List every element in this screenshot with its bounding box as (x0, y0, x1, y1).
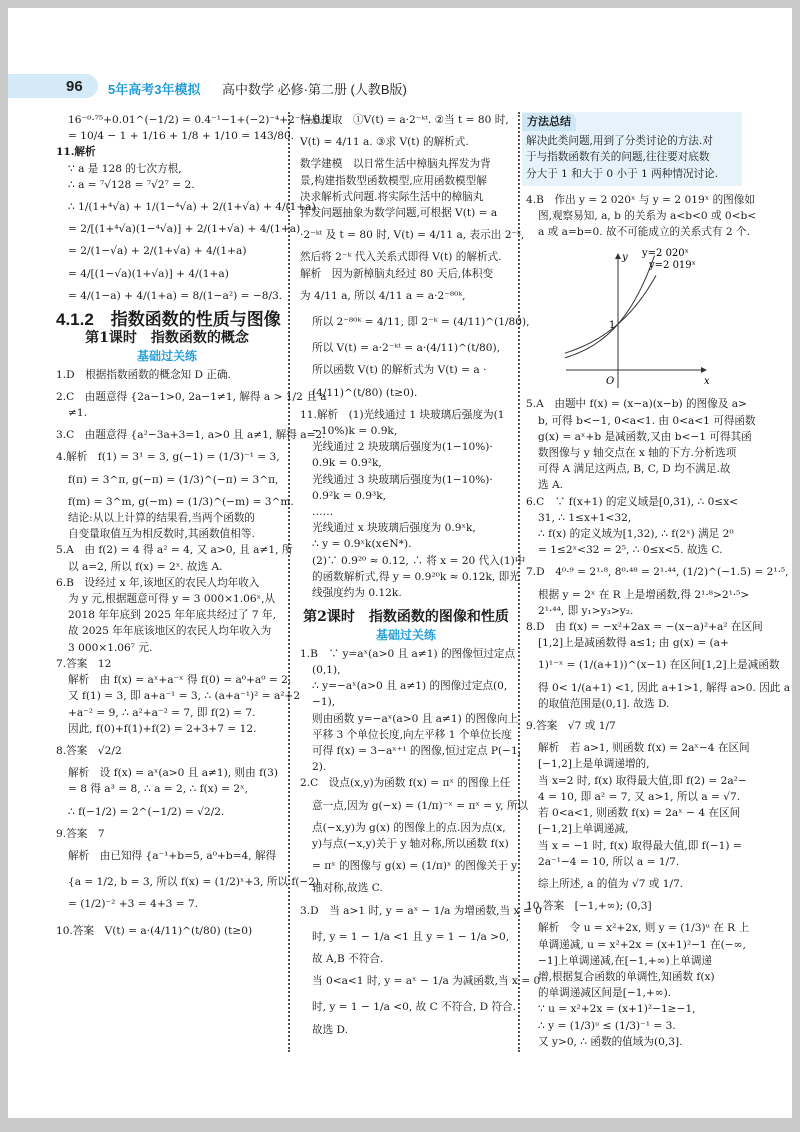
text-line: 解析 设 f(x) = aˣ(a>0 且 a≠1), 则由 f(3) (68, 767, 278, 780)
text-line: 当 x = −1 时, f(x) 取得最大值,即 f(−1) = (538, 839, 742, 852)
text-line: 2.C 设点(x,y)为函数 f(x) = πˣ 的图像上任 (300, 777, 511, 790)
method-summary-label: 方法总结 (522, 113, 576, 131)
series-brand: 5年高考3年模拟 (108, 82, 201, 97)
text-line: 为 4/11 a, 所以 4/11 a = a·2⁻⁸⁰ᵏ, (300, 289, 466, 302)
text-line: 平移 3 个单位长度,向左平移 1 个单位长度 (312, 728, 512, 741)
text-line: 时, y = 1 − 1/a <0, 故 C 不符合, D 符合. (312, 1001, 516, 1014)
text-line: 10.答案 [−1,+∞); (0,3] (526, 900, 652, 913)
text-line: 可得 A 满足这两点, B, C, D 均不满足.故 (538, 463, 731, 476)
text-line: 决求解析式问题.将实际生活中的樟脑丸 (300, 190, 484, 203)
text-line: 故 2025 年年底该地区的农民人均年收入为 (68, 625, 272, 638)
text-line: 0.9k = 0.9²k, (312, 457, 382, 470)
text-line: ≠1. (68, 407, 87, 420)
text-line: = 2/(1−√a) + 2/(1+√a) + 4/(1+a) (68, 245, 247, 258)
text-line: 信息提取 ①V(t) = a·2⁻ᵏᵗ. ②当 t = 80 时, (300, 114, 509, 126)
text-line: 景,构建指数型函数模型,应用函数模型解 (300, 174, 487, 187)
text-line: (4/11)^(t/80) (t≥0). (312, 386, 418, 399)
text-line: = 4/(1−a) + 4/(1+a) = 8/(1−a²) = −8/3. (68, 289, 283, 302)
text-line: 得 0< 1/(a+1) <1, 因此 a+1>1, 解得 a>0. 因此 a (538, 681, 791, 694)
text-line: 6.B 设经过 x 年,该地区的农民人均年收入 (56, 576, 260, 589)
text-line: 又 y>0, ∴ 函数的值域为(0,3]. (538, 1035, 683, 1048)
text-line: 1.B ∵ y=aˣ(a>0 且 a≠1) 的图像恒过定点 (300, 647, 516, 660)
text-line: 数学建模 以日常生活中樟脑丸挥发为背 (300, 158, 491, 171)
text-line: 5.A 由题中 f(x) = (x−a)(x−b) 的图像及 a> (526, 398, 747, 411)
text-line: 可得 f(x) = 3−aˣ⁺¹ 的图像,恒过定点 P(−1, (312, 744, 522, 757)
y-axis-label: y (622, 252, 628, 264)
text-line: 根据 y = 2ˣ 在 R 上是增函数,得 2¹·⁸>2¹·⁵> (538, 588, 750, 601)
text-line: [−1,2]上是单调递增的, (538, 758, 650, 771)
text-line: = 1≤2ˣ<32 = 2⁵, ∴ 0≤x<5. 故选 C. (538, 544, 723, 557)
text-line: b, 可得 b<−1, 0<a<1. 由 0<a<1 可得函数 (538, 414, 756, 427)
text-line: ∴ y = 0.9ˣk(x∈N*). (312, 538, 412, 551)
text-line: (0,1), (312, 663, 341, 676)
text-line: 11.解析 (1)光线通过 1 块玻璃后强度为(1 (300, 408, 505, 421)
text-line: 的取值范围是(0,1]. 故选 D. (538, 697, 670, 710)
column-right (526, 112, 791, 1050)
text-line: 当 0<a<1 时, y = aˣ − 1/a 为减函数,当 x = 0 (312, 975, 541, 988)
text-line: 然后将 2⁻ᵏ 代入关系式即得 V(t) 的解析式. (300, 251, 502, 264)
text-line: 于与指数函数有关的问题,往往要对底数 (526, 151, 710, 164)
text-line: g(x) = aˣ+b 是减函数,又由 b<−1 可得其函 (538, 430, 752, 443)
drill-label: 基础过关练 (136, 349, 197, 364)
text-line: 2¹·⁴⁴, 即 y₁>y₃>y₂. (538, 604, 634, 617)
text-line: 解析 因为新樟脑丸经过 80 天后,体积变 (300, 267, 494, 280)
text-line: = 10/4 − 1 + 1/16 + 1/8 + 1/10 = 143/80. (68, 130, 295, 143)
lesson-title: 第1课时 指数函数的概念 (85, 330, 249, 347)
text-line: −1]上单调递减,在[−1,+∞)上单调递 (538, 954, 713, 967)
book-title: 高中数学 必修·第二册 (人教B版) (222, 82, 407, 97)
text-line: 解析 若 a>1, 则函数 f(x) = 2aˣ−4 在区间 (538, 742, 750, 755)
text-line: 6.C ∵ f(x+1) 的定义域是[0,31), ∴ 0≤x< (526, 495, 739, 508)
x-axis-label: x (704, 376, 710, 388)
text-line: f(π) = 3^π, g(−π) = (1/3)^(−π) = 3^π, (68, 473, 279, 486)
text-line: 0.9²k = 0.9³k, (312, 489, 387, 502)
text-line: 意一点,因为 g(−x) = (1/π)⁻ˣ = πˣ = y, 所以 (312, 799, 529, 812)
text-line: ∴ y = (1/3)ᵘ ≤ (1/3)⁻¹ = 3. (538, 1019, 676, 1032)
text-line: 16⁻⁰·⁷⁵+0.01^(−1/2) = 0.4⁻¹−1+(−2)⁻⁴+2⁻³+0.1 (68, 114, 331, 126)
text-line: −1), (312, 696, 336, 709)
curve1-label: y=2 020ˣ (642, 248, 689, 260)
text-line: 31, ∴ 1≤x+1<32, (538, 511, 632, 524)
text-line: 故 A,B 不符合. (312, 952, 384, 965)
text-line: 1.D 根据指数函数的概念知 D 正确. (56, 368, 231, 381)
text-line: −10%)k = 0.9k, (312, 425, 398, 438)
text-line: 点(−x,y)为 g(x) 的图像上的点.因为点(x, (312, 821, 506, 834)
text-line: 2.C 由题意得 {2a−1>0, 2a−1≠1, 解得 a > 1/2 且 a (56, 390, 327, 403)
text-line: ∴ y=−aˣ(a>0 且 a≠1) 的图像过定点(0, (312, 680, 508, 693)
text-line: 轴对称,故选 C. (312, 882, 383, 895)
text-line: 选 A. (538, 479, 563, 492)
text-line: 10.答案 V(t) = a·(4/11)^(t/80) (t≥0) (56, 924, 253, 937)
method-summary-box (522, 112, 742, 186)
curve-2019 (565, 276, 656, 354)
text-line: 所以 V(t) = a·2⁻ᵏᵗ = a·(4/11)^(t/80), (312, 342, 500, 355)
text-line: 3 000×1.06⁷ 元. (68, 641, 153, 654)
text-line: ∴ 1/(1+⁴√a) + 1/(1−⁴√a) + 2/(1+√a) + 4/(1+a) (68, 201, 316, 214)
text-line: 4.B 作出 y = 2 020ˣ 与 y = 2 019ˣ 的图像如 (526, 193, 755, 206)
text-line: +a⁻² = 9, ∴ a²+a⁻² = 7, 即 f(2) = 7. (68, 706, 256, 719)
text-line: 数图像与 y 轴交点在 x 轴的下方.分析选项 (538, 447, 737, 460)
text-line: f(m) = 3^m, g(−m) = (1/3)^(−m) = 3^m. (68, 495, 294, 508)
column-middle (300, 112, 542, 1038)
text-line: 结论:从以上计算的结果看,当两个函数的 (68, 512, 256, 525)
text-line: 5.A 由 f(2) = 4 得 a² = 4, 又 a>0, 且 a≠1, 所 (56, 544, 293, 557)
text-line: 解析 由已知得 {a⁻¹+b=5, a⁰+b=4, 解得 (68, 849, 277, 862)
text-line: 单调递减, u = x²+2x = (x+1)²−1 在(−∞, (538, 938, 746, 951)
text-line: a 或 a=b=0. 故不可能成立的关系式有 2 个. (538, 226, 750, 239)
text-line: 若 0<a<1, 则函数 f(x) = 2aˣ − 4 在区间 (538, 807, 741, 820)
text-line: 为 y 元,根据题意可得 y = 3 000×1.06ˣ,从 (68, 593, 276, 606)
text-line: 光线通过 x 块玻璃后强度为 0.9ˣk, (312, 522, 476, 535)
text-line: 的函数解析式,得 y = 0.9²⁰k ≈ 0.12k, 即光 (312, 570, 520, 583)
text-line: 4.解析 f(1) = 3¹ = 3, g(−1) = (1/3)⁻¹ = 3, (56, 451, 280, 464)
text-line: = 2/[(1+⁴√a)(1−⁴√a)] + 2/(1+√a) + 4/(1+a) (68, 223, 301, 236)
text-line: [−1,2]上单调递减, (538, 823, 629, 836)
section-title: 4.1.2 指数函数的性质与图像 (56, 310, 281, 330)
curve2-label: y=2 019ˣ (649, 260, 696, 272)
text-line: (2)∵ 0.9²⁰ ≈ 0.12, ∴ 将 x = 20 代入(1)中 (312, 554, 526, 567)
text-line: 自变量取值互为相反数时,其函数值相等. (68, 528, 255, 541)
text-line: 图,观察易知, a, b 的关系为 a<b<0 或 0<b< (538, 210, 757, 223)
text-line: ·2⁻ᵏᵗ 及 t = 80 时, V(t) = 4/11 a, 表示出 2⁻ᵏ, (300, 229, 525, 242)
text-line: 解决此类问题,用到了分类讨论的方法.对 (526, 135, 713, 148)
text-line: 9.答案 √7 或 1/7 (526, 720, 616, 733)
text-line: 挥发问题抽象为数学问题,可根据 V(t) = a (300, 207, 498, 220)
text-line: ∵ u = x²+2x = (x+1)²−1≥−1, (538, 1003, 696, 1016)
text-line: = (1/2)⁻² +3 = 4+3 = 7. (68, 898, 199, 911)
text-line: 解析 令 u = x²+2x, 则 y = (1/3)ᵘ 在 R 上 (538, 922, 750, 935)
text-line: 因此, f(0)+f(1)+f(2) = 2+3+7 = 12. (68, 722, 257, 735)
text-line: 又 f(1) = 3, 即 a+a⁻¹ = 3, ∴ (a+a⁻¹)² = a²+2 (68, 690, 301, 703)
answer-heading: 11.解析 (56, 146, 96, 159)
text-line: 9.答案 7 (56, 827, 105, 840)
text-line: 8.D 由 f(x) = −x²+2ax = −(x−a)²+a² 在区间 (526, 621, 763, 634)
text-line: ∴ f(x) 的定义域为[1,32), ∴ f(2ˣ) 满足 2⁰ (538, 528, 734, 541)
origin-label: O (606, 376, 615, 388)
text-line: 所以 2⁻⁸⁰ᵏ = 4/11, 即 2⁻ᵏ = (4/11)^(1/80), (312, 316, 530, 329)
text-line: = 4/[(1−√a)(1+√a)] + 4/(1+a) (68, 267, 229, 280)
text-line: 线强度约为 0.12k. (312, 587, 402, 600)
text-line: 综上所述, a 的值为 √7 或 1/7. (538, 877, 684, 890)
text-line: V(t) = 4/11 a. ③求 V(t) 的解析式. (300, 136, 469, 149)
text-line: 3.D 当 a>1 时, y = aˣ − 1/a 为增函数,当 x = 0 (300, 904, 542, 917)
text-line: 时, y = 1 − 1/a <1 且 y = 1 − 1/a >0, (312, 930, 510, 943)
exponential-graph (526, 242, 736, 392)
text-line: [1,2]上是减函数得 a≤1; 由 g(x) = (a+ (538, 637, 729, 650)
text-line: y)与点(−x,y)关于 y 轴对称,所以函数 f(x) (312, 837, 509, 850)
text-line: 2018 年年底到 2025 年年底共经过了 7 年, (68, 609, 276, 622)
column-divider (288, 112, 290, 1052)
text-line: = πˣ 的图像与 g(x) = (1/π)ˣ 的图像关于 y (312, 860, 518, 873)
text-line: 光线通过 3 块玻璃后强度为(1−10%)· (312, 473, 493, 486)
text-line: ∴ f(−1/2) = 2^(−1/2) = √2/2. (68, 805, 225, 818)
text-line: {a = 1/2, b = 3, 所以 f(x) = (1/2)ˣ+3, 所以 f(−2) (68, 876, 320, 889)
text-line: …… (312, 506, 334, 519)
text-line: 2). (312, 761, 327, 774)
text-line: 解析 由 f(x) = aˣ+a⁻ˣ 得 f(0) = a⁰+a⁰ = 2. (68, 674, 292, 687)
text-line: 所以函数 V(t) 的解析式为 V(t) = a · (312, 364, 487, 377)
curve-2020 (565, 256, 655, 358)
text-line: 1)¹⁻ˣ = (1/(a+1))^(x−1) 在区间[1,2]上是减函数 (538, 659, 780, 672)
text-line: 7.D 4⁰·⁹ = 2¹·⁸, 8⁰·⁴⁸ = 2¹·⁴⁴, (1/2)^(−1.5) = 2¹·⁵, (526, 566, 789, 579)
text-line: 3.C 由题意得 {a²−3a+3=1, a>0 且 a≠1, 解得 a=2. (56, 429, 326, 442)
column-left (56, 112, 331, 939)
text-line: ∵ a 是 128 的七次方根, (68, 162, 182, 175)
lesson-title: 第2课时 指数函数的图像和性质 (303, 609, 509, 626)
text-line: 4 = 10, 即 a² = 7, 又 a>1, 所以 a = √7. (538, 790, 741, 803)
header-tab (8, 74, 98, 98)
text-line: 光线通过 2 块玻璃后强度为(1−10%)· (312, 441, 493, 454)
text-line: 当 x=2 时, f(x) 取得最大值,即 f(2) = 2a²− (538, 774, 747, 787)
text-line: 2a⁻¹−4 = 10, 所以 a = 1/7. (538, 855, 680, 868)
page-number: 96 (66, 78, 83, 95)
text-line: 则由函数 y=−aˣ(a>0 且 a≠1) 的图像向上 (312, 712, 519, 725)
text-line: = 8 得 a³ = 8, ∴ a = 2, ∴ f(x) = 2ˣ, (68, 783, 248, 796)
text-line: 的单调递减区间是[−1,+∞). (538, 987, 672, 1000)
drill-label: 基础过关练 (375, 628, 436, 643)
text-line: 以 a=2, 所以 f(x) = 2ˣ. 故选 A. (68, 560, 223, 573)
text-line: 7.答案 12 (56, 657, 112, 670)
text-line: ∴ a = ⁷√128 = ⁷√2⁷ = 2. (68, 178, 195, 191)
text-line: 分大于 1 和大于 0 小于 1 两种情况讨论. (526, 167, 719, 180)
text-line: 增,根据复合函数的单调性,知函数 f(x) (538, 970, 715, 983)
intercept-label: 1 (609, 320, 616, 332)
text-line: 8.答案 √2/2 (56, 744, 122, 757)
text-line: 故选 D. (312, 1023, 349, 1036)
